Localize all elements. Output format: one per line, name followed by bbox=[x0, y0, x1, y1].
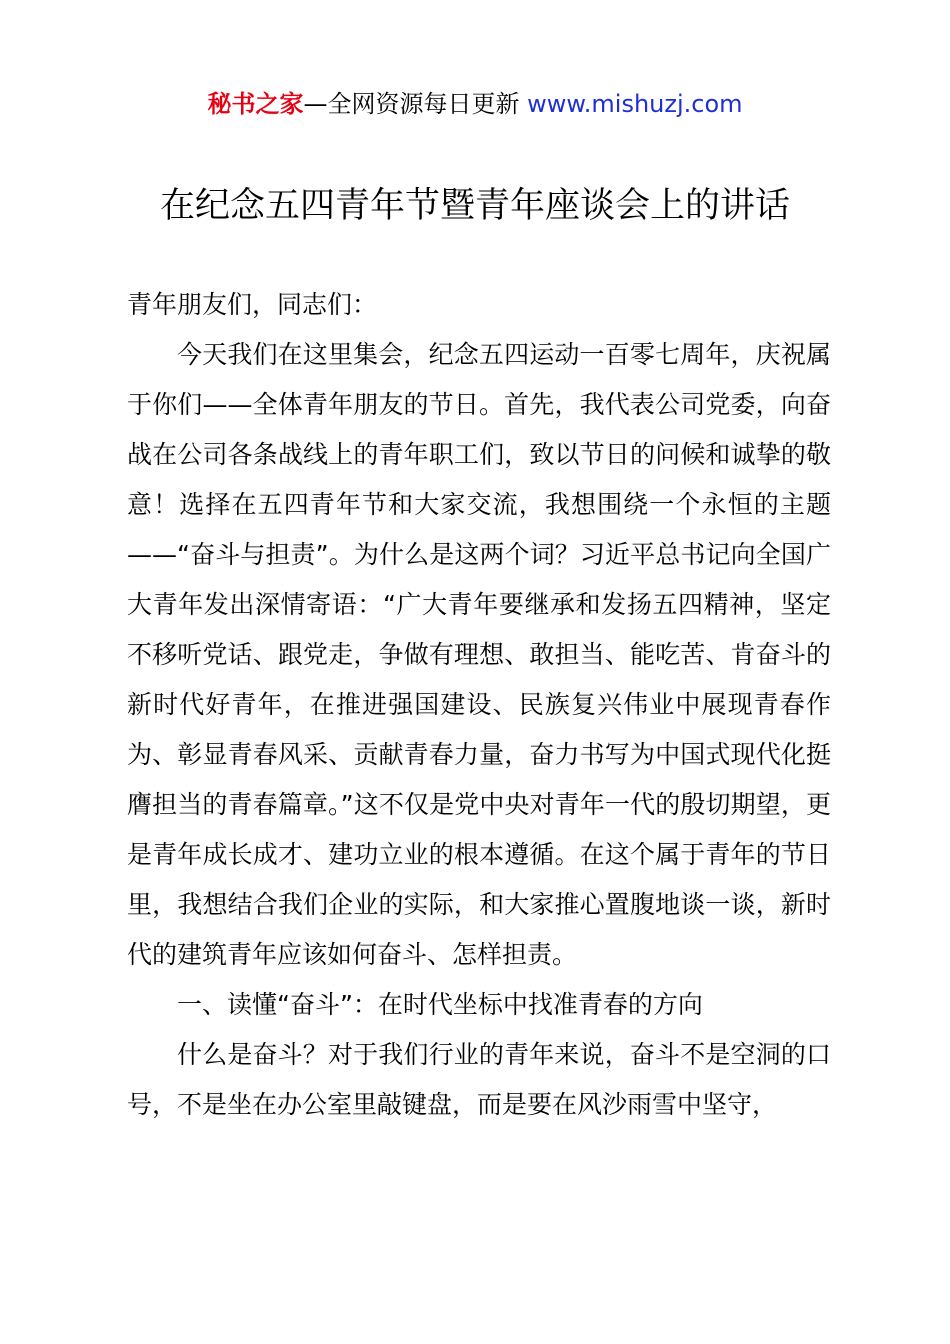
document-title: 在纪念五四青年节暨青年座谈会上的讲话 bbox=[159, 186, 790, 226]
site-url-link[interactable]: www.mishuzj.com bbox=[527, 90, 743, 118]
paragraph-section-1: 什么是奋斗？对于我们行业的青年来说，奋斗不是空洞的口号，不是坐在办公室里敲键盘，而是要在风沙雨雪中坚守， bbox=[127, 1040, 831, 1119]
salutation: 青年朋友们，同志们： bbox=[127, 290, 378, 319]
section-heading-1: 一、读懂“奋斗”：在时代坐标中找准青春的方向 bbox=[177, 990, 703, 1019]
site-header bbox=[0, 86, 950, 122]
brand-name: 秘书之家 bbox=[207, 90, 304, 118]
header-tagline: —全网资源每日更新 bbox=[303, 90, 520, 118]
paragraph-intro: 今天我们在这里集会，纪念五四运动一百零七周年，庆祝属于你们——全体青年朋友的节日。首先，我代表公司党委，向奋战在公司各条战线上的青年职工们，致以节日的问候和诚挚的敬意！选择在五四青年节和大家交流，我想围绕一个永恒的主题——“奋斗与担责”。为什么是这两个词？习近平总书记向全国广大青年发出深情寄语：“广大青年要继承和发扬五四精神，坚定不移听党话、跟党走，争做有理想、敢担当、能吃苦、肯奋斗的新时代好青年，在推进强国建设、民族复兴伟业中展现青春作为、彰显青春风采、贡献青春力量，奋力书写为中国式现代化挺膺担当的青春篇章。”这不仅是党中央对青年一代的殷切期望，更是青年成长成才、建功立业的根本遵循。在这个属于青年的节日里，我想结合我们企业的实际，和大家推心置腹地谈一谈，新时代的建筑青年应该如何奋斗、怎样担责。 bbox=[127, 340, 831, 969]
document-body bbox=[127, 280, 831, 1130]
